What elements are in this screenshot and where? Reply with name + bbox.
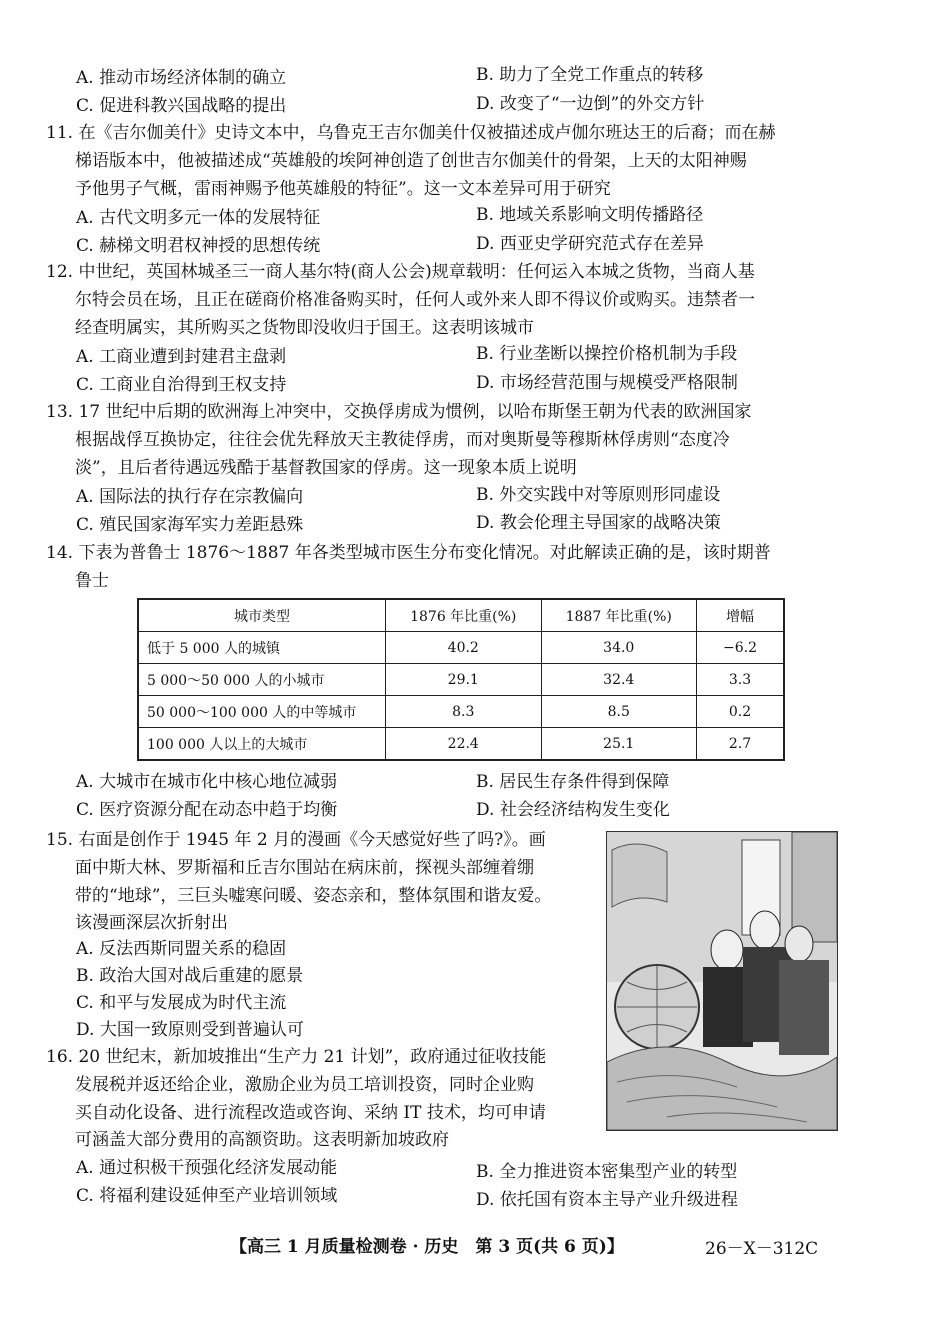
table-cell: 32.4 [541, 664, 697, 696]
q10-option-d: D. 改变了“一边倒”的外交方针 [476, 94, 705, 114]
q11-option-a: A. 古代文明多元一体的发展特征 [76, 208, 321, 228]
cartoon-drawing [607, 832, 837, 1130]
q16-option-c: C. 将福利建设延伸至产业培训领域 [76, 1186, 338, 1206]
q16-option-a: A. 通过积极干预强化经济发展动能 [76, 1158, 338, 1178]
table-cell: 8.5 [541, 696, 697, 728]
q16-stem-line: 可涵盖大部分费用的高额资助。这表明新加坡政府 [75, 1130, 449, 1150]
q16-option-b: B. 全力推进资本密集型产业的转型 [476, 1162, 738, 1182]
q16-option-d: D. 依托国有资本主导产业升级进程 [476, 1190, 738, 1210]
table-cell: 34.0 [541, 632, 697, 664]
q11-option-c: C. 赫梯文明君权神授的思想传统 [76, 236, 321, 256]
q13-option-d: D. 教会伦理主导国家的战略决策 [476, 513, 721, 533]
q15-stem-line: 该漫画深层次折射出 [75, 913, 228, 933]
q16-stem-line: 发展税并返还给企业，激励企业为员工培训投资，同时企业购 [75, 1075, 534, 1095]
q14-option-c: C. 医疗资源分配在动态中趋于均衡 [76, 800, 338, 820]
table-cell: 29.1 [386, 664, 542, 696]
q10-option-c: C. 促进科教兴国战略的提出 [76, 96, 287, 116]
q12-stem-line: 尔特会员在场，且正在磋商价格准备购买时，任何人或外来人即不得议价或购买。违禁者一 [75, 290, 755, 310]
q14-stem-line: 鲁士 [75, 571, 109, 591]
q10-option-b: B. 助力了全党工作重点的转移 [476, 65, 704, 85]
q10-option-a: A. 推动市场经济体制的确立 [76, 68, 287, 88]
table-header-cell: 城市类型 [138, 599, 386, 632]
q12-option-b: B. 行业垄断以操控价格机制为手段 [476, 344, 738, 364]
q13-option-b: B. 外交实践中对等原则形同虚设 [476, 485, 721, 505]
q12-option-c: C. 工商业自治得到王权支持 [76, 375, 287, 395]
doctor-distribution-table [137, 598, 785, 761]
q11-stem-line: 予他男子气概，雷雨神赐予他英雄般的特征”。这一文本差异可用于研究 [75, 179, 611, 199]
table-cell: 5 000～50 000 人的小城市 [138, 664, 386, 696]
table-cell: −6.2 [697, 632, 785, 664]
q15-stem-line: 15. 右面是创作于 1945 年 2 月的漫画《今天感觉好些了吗?》。画 [46, 830, 546, 850]
q11-option-d: D. 西亚史学研究范式存在差异 [476, 234, 704, 254]
q16-stem-line: 买自动化设备、进行流程改造或咨询、采纳 IT 技术，均可申请 [75, 1103, 546, 1123]
q15-stem-line: 面中斯大林、罗斯福和丘吉尔围站在病床前，探视头部缠着绷 [75, 858, 534, 878]
table-cell: 22.4 [386, 728, 542, 761]
table-row [138, 664, 784, 696]
q11-stem-line: 梯语版本中，他被描述成“英雄般的埃阿神创造了创世吉尔伽美什的骨架，上天的太阳神赐 [75, 151, 747, 171]
q13-stem-line: 淡”，且后者待遇远残酷于基督教国家的俘虏。这一现象本质上说明 [75, 458, 577, 478]
table-cell: 2.7 [697, 728, 785, 761]
q14-option-a: A. 大城市在城市化中核心地位减弱 [76, 772, 338, 792]
q14-option-d: D. 社会经济结构发生变化 [476, 800, 670, 820]
table-cell: 0.2 [697, 696, 785, 728]
table-cell: 低于 5 000 人的城镇 [138, 632, 386, 664]
q15-option-b: B. 政治大国对战后重建的愿景 [76, 966, 304, 986]
table-header-cell: 增幅 [697, 599, 785, 632]
table-row [138, 696, 784, 728]
table-cell: 3.3 [697, 664, 785, 696]
q11-option-b: B. 地域关系影响文明传播路径 [476, 205, 704, 225]
q12-stem-line: 经查明属实，其所购买之货物即没收归于国王。这表明该城市 [75, 318, 534, 338]
q12-stem-line: 12. 中世纪，英国林城圣三一商人基尔特(商人公会)规章载明：任何运入本城之货物，当商人基 [46, 262, 755, 282]
table-cell: 100 000 人以上的大城市 [138, 728, 386, 761]
q11-stem-line: 11. 在《吉尔伽美什》史诗文本中，乌鲁克王吉尔伽美什仅被描述成卢伽尔班达王的后裔；而在赫 [46, 123, 776, 143]
q15-stem-line: 带的“地球”，三巨头嘘寒问暖、姿态亲和，整体氛围和谐友爱。 [75, 886, 552, 906]
table-cell: 40.2 [386, 632, 542, 664]
q14-stem-line: 14. 下表为普鲁士 1876～1887 年各类型城市医生分布变化情况。对此解读正确的是，该时期普 [46, 543, 771, 563]
exam-code: 26－X－312C [705, 1239, 819, 1259]
table-header-cell: 1887 年比重(%) [541, 599, 697, 632]
table-cell: 25.1 [541, 728, 697, 761]
q14-option-b: B. 居民生存条件得到保障 [476, 772, 670, 792]
table-cell: 8.3 [386, 696, 542, 728]
q16-stem-line: 16. 20 世纪末，新加坡推出“生产力 21 计划”，政府通过征收技能 [46, 1047, 547, 1067]
page-footer: 【高三 1 月质量检测卷 · 历史 第 3 页(共 6 页)】 [230, 1237, 624, 1257]
table-header-row [138, 599, 784, 632]
q15-option-c: C. 和平与发展成为时代主流 [76, 993, 287, 1013]
q13-stem-line: 根据战俘互换协定，往往会优先释放天主教徒俘虏，而对奥斯曼等穆斯林俘虏则“态度冷 [75, 430, 730, 450]
cartoon-illustration [606, 831, 838, 1131]
q12-option-d: D. 市场经营范围与规模受严格限制 [476, 373, 738, 393]
table-row [138, 632, 784, 664]
q15-option-a: A. 反法西斯同盟关系的稳固 [76, 939, 287, 959]
q13-option-c: C. 殖民国家海军实力差距悬殊 [76, 515, 304, 535]
q13-option-a: A. 国际法的执行存在宗教偏向 [76, 487, 304, 507]
table-row [138, 728, 784, 761]
q15-option-d: D. 大国一致原则受到普遍认可 [76, 1020, 304, 1040]
q13-stem-line: 13. 17 世纪中后期的欧洲海上冲突中，交换俘虏成为惯例，以哈布斯堡王朝为代表的欧洲国家 [46, 402, 752, 422]
table-cell: 50 000～100 000 人的中等城市 [138, 696, 386, 728]
table-header-cell: 1876 年比重(%) [386, 599, 542, 632]
q12-option-a: A. 工商业遭到封建君主盘剥 [76, 347, 287, 367]
